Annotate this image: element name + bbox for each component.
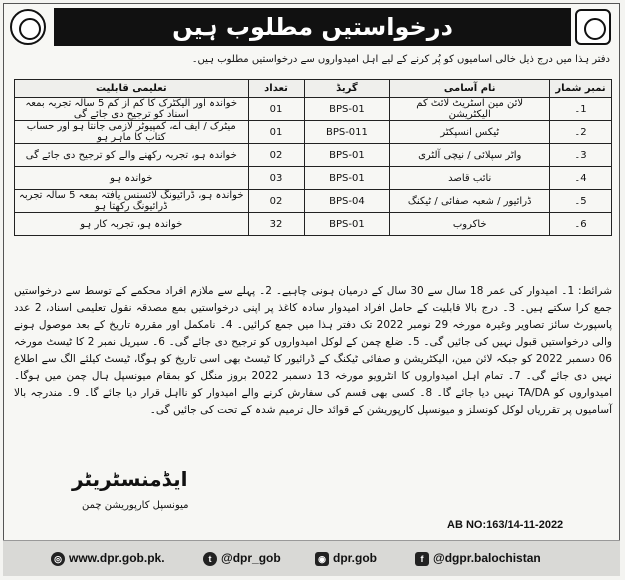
table-row — [15, 144, 612, 167]
cell-grade: BPS-01 — [304, 144, 390, 167]
table-header-row — [15, 80, 612, 98]
instagram-icon: ◉ — [315, 552, 329, 566]
cell-count: 02 — [248, 144, 304, 167]
table-row — [15, 167, 612, 190]
cell-count: 02 — [248, 190, 304, 213]
cell-count: 03 — [248, 167, 304, 190]
col-grade: گریڈ — [304, 80, 390, 98]
globe-icon: ◎ — [51, 552, 65, 566]
facebook-handle[interactable]: @dgpr.balochistan — [433, 551, 541, 565]
cell-post: لائن مین اسٹریٹ لائٹ کم الیکٹریشن — [390, 98, 550, 121]
ab-number: AB NO:163/14-11-2022 — [447, 519, 564, 531]
footer-website[interactable] — [51, 551, 165, 566]
cell-grade: BPS-04 — [304, 190, 390, 213]
cell-qualification: خواندہ اور الیکٹرک کا کم از کم 5 سالہ تجربہ بمعہ اسناد کو ترجیح دی جائے گی — [15, 98, 249, 121]
cell-post: واٹر سپلائی / نیچی آلٹری — [390, 144, 550, 167]
cell-serial: 2۔ — [550, 121, 612, 144]
table-row — [15, 190, 612, 213]
cell-serial: 4۔ — [550, 167, 612, 190]
conditions-text: شرائط: 1۔ امیدوار کی عمر 18 سال سے 30 سال کے درمیان ہونی چاہیے۔ 2۔ پہلے سے ملازم افراد محکمے کے توسط سے درخواستیں جمع کرا سکتے ہیں۔ 3۔ درج بالا قابلیت کے حامل افراد امیدوار سادہ کاغذ پر اپنی درخواستیں بمع مصدقہ نقول تعلیمی اسناد، 2 عدد پاسپورٹ سائز تصاویر وغیرہ مورخہ 29 نومبر 2022 تک دفتر ہذا میں جمع کرائیں۔ 4۔ نامکمل اور مقررہ تاریخ کے بعد موصول ہونے والی درخواستیں قبول نہیں کی جائیں گی۔ 5۔ ضلع چمن کے لوکل امیدواروں کو ترجیح دی جائے گی۔ 6۔ سیریل نمبر 2 کا ٹیسٹ مورخہ 06 دسمبر 2022 کو جبکہ لائن مین، الیکٹریشن و صفائی ٹیکنگ کے ڈرائیور کا ٹیسٹ بھی اسی تاریخ کو ہوگا، ٹیسٹ کیلئے الگ سے اطلاع نہیں دی جائے گی۔ 7۔ تمام اہل امیدواروں کا انٹرویو مورخہ 13 دسمبر 2022 بروز منگل کو بمقام میونسپل ہال چمن میں ہوگا۔ امیدواروں کو TA/DA نہیں دیا جائے گا۔ 8۔ کسی بھی قسم کی سفارش کرنے والے امیدوار کو نااہل قرار دیا جائے گا۔ 9۔ مندرجہ بالا آسامیوں پر تقرریاں لوکل کونسلز و میونسپل کارپوریشن کے قوائد حال ترمیم شدہ کے تحت کی جائیں گی۔ — [14, 285, 612, 416]
signature-subtitle: میونسپل کارپوریشن چمن — [82, 500, 189, 511]
table-row — [15, 98, 612, 121]
cell-qualification: خواندہ ہو، ڈرائیونگ لائسنس یافتہ بمعہ 5 سالہ تجربہ ڈرائیونگ رکھتا ہو — [15, 190, 249, 213]
twitter-icon: t — [203, 552, 217, 566]
page-title: درخواستیں مطلوب ہیں — [172, 13, 453, 41]
cell-grade: BPS-011 — [304, 121, 390, 144]
cell-serial: 3۔ — [550, 144, 612, 167]
footer-instagram[interactable] — [315, 551, 377, 566]
cell-post: ٹیکس انسپکٹر — [390, 121, 550, 144]
footer-bar — [3, 540, 620, 576]
cell-post: ڈرائیور / شعبہ صفائی / ٹیکنگ — [390, 190, 550, 213]
cell-serial: 5۔ — [550, 190, 612, 213]
col-qualification: تعلیمی قابلیت — [15, 80, 249, 98]
cell-count: 01 — [248, 98, 304, 121]
cell-qualification: خواندہ ہو — [15, 167, 249, 190]
signature-title: ایڈمنسٹریٹر — [72, 467, 188, 491]
facebook-icon: f — [415, 552, 429, 566]
cell-serial: 1۔ — [550, 98, 612, 121]
municipal-logo — [10, 9, 46, 45]
twitter-handle[interactable]: @dpr_gob — [221, 551, 281, 565]
cell-grade: BPS-01 — [304, 98, 390, 121]
cell-grade: BPS-01 — [304, 167, 390, 190]
cell-serial: 6۔ — [550, 213, 612, 236]
col-count: تعداد — [248, 80, 304, 98]
cell-count: 32 — [248, 213, 304, 236]
col-post: نام آسامی — [390, 80, 550, 98]
footer-facebook[interactable] — [415, 551, 541, 566]
table-row — [15, 121, 612, 144]
cell-grade: BPS-01 — [304, 213, 390, 236]
cell-qualification: خواندہ ہو، تجربہ رکھنے والے کو ترجیح دی جائے گی — [15, 144, 249, 167]
col-serial: نمبر شمار — [550, 80, 612, 98]
footer-twitter[interactable] — [203, 551, 281, 566]
instagram-handle[interactable]: dpr.gob — [333, 551, 377, 565]
cell-qualification: میٹرک / ایف اے، کمپیوٹر لازمی جانتا ہو اور حساب کتاب کا ماہر ہو — [15, 121, 249, 144]
cell-qualification: خواندہ ہو، تجربہ کار ہو — [15, 213, 249, 236]
website-link[interactable]: www.dpr.gob.pk. — [69, 551, 165, 565]
table-row — [15, 213, 612, 236]
intro-text: دفتر ہذا میں درج ذیل خالی اسامیوں کو پُر کرنے کے لیے اہل امیدواروں سے درخواستیں مطلوب ہیں۔ — [191, 54, 610, 65]
cell-count: 01 — [248, 121, 304, 144]
cell-post: خاکروب — [390, 213, 550, 236]
vacancies-table — [14, 79, 612, 236]
balochistan-emblem — [575, 9, 611, 45]
cell-post: نائب قاصد — [390, 167, 550, 190]
